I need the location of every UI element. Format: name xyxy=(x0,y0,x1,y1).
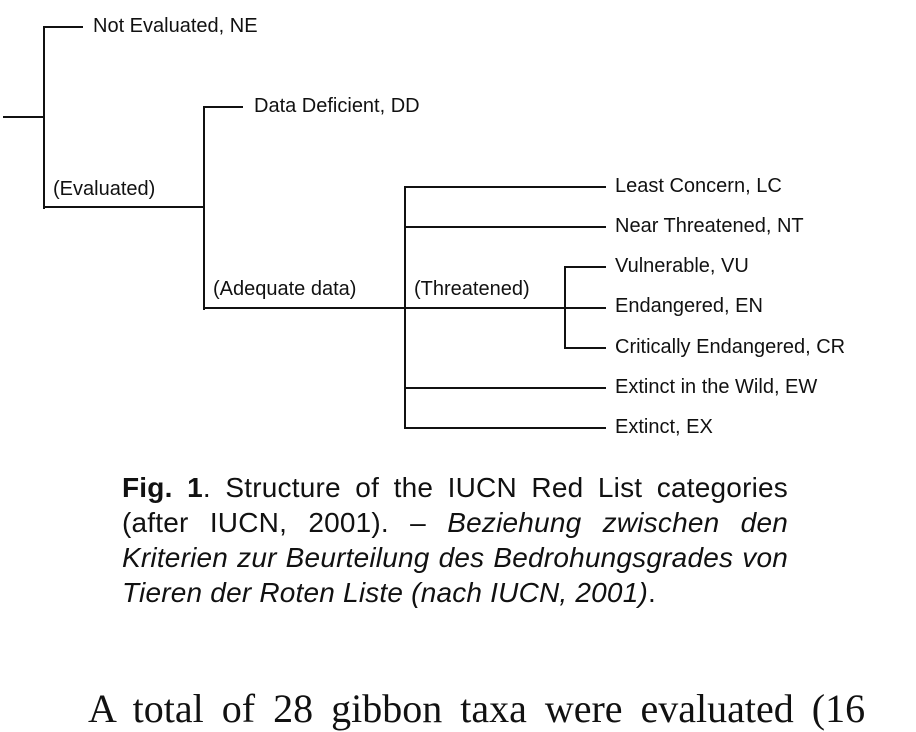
node-least-concern: Least Concern, LC xyxy=(615,175,782,197)
connector xyxy=(43,206,205,208)
node-endangered: Endangered, EN xyxy=(615,295,763,317)
connector xyxy=(404,186,606,188)
node-extinct: Extinct, EX xyxy=(615,416,713,438)
node-not-evaluated: Not Evaluated, NE xyxy=(93,15,258,37)
connector xyxy=(404,307,606,309)
connector xyxy=(564,266,606,268)
connector xyxy=(43,26,45,209)
connector xyxy=(404,387,606,389)
figure-label: Fig. 1 xyxy=(122,472,203,503)
node-vulnerable: Vulnerable, VU xyxy=(615,255,749,277)
node-extinct-in-the-wild: Extinct in the Wild, EW xyxy=(615,376,818,398)
node-threatened: (Threatened) xyxy=(414,278,530,300)
node-near-threatened: Near Threatened, NT xyxy=(615,215,804,237)
connector xyxy=(203,307,406,309)
connector xyxy=(404,226,606,228)
connector xyxy=(564,347,606,349)
connector xyxy=(43,26,83,28)
connector xyxy=(203,106,205,310)
node-data-deficient: Data Deficient, DD xyxy=(254,95,420,117)
node-adequate-data: (Adequate data) xyxy=(213,278,357,300)
connector xyxy=(3,116,45,118)
caption-text: . Structure of the IUCN Red List categories (after IUCN, 2001). – xyxy=(122,472,788,538)
node-evaluated: (Evaluated) xyxy=(53,178,156,200)
connector xyxy=(404,427,606,429)
connector xyxy=(203,106,243,108)
caption-end: . xyxy=(648,577,656,608)
body-paragraph: A total of 28 gibbon taxa were evaluated (16 xyxy=(88,686,866,731)
connector xyxy=(564,266,566,349)
figure-caption xyxy=(122,470,788,610)
node-critically-endangered: Critically Endangered, CR xyxy=(615,336,846,358)
caption-german: Beziehung zwischen den Kriterien zur Beurteilung des Bedrohungsgrades von Tieren der Roten Liste (nach IUCN, 2001) xyxy=(122,507,788,608)
